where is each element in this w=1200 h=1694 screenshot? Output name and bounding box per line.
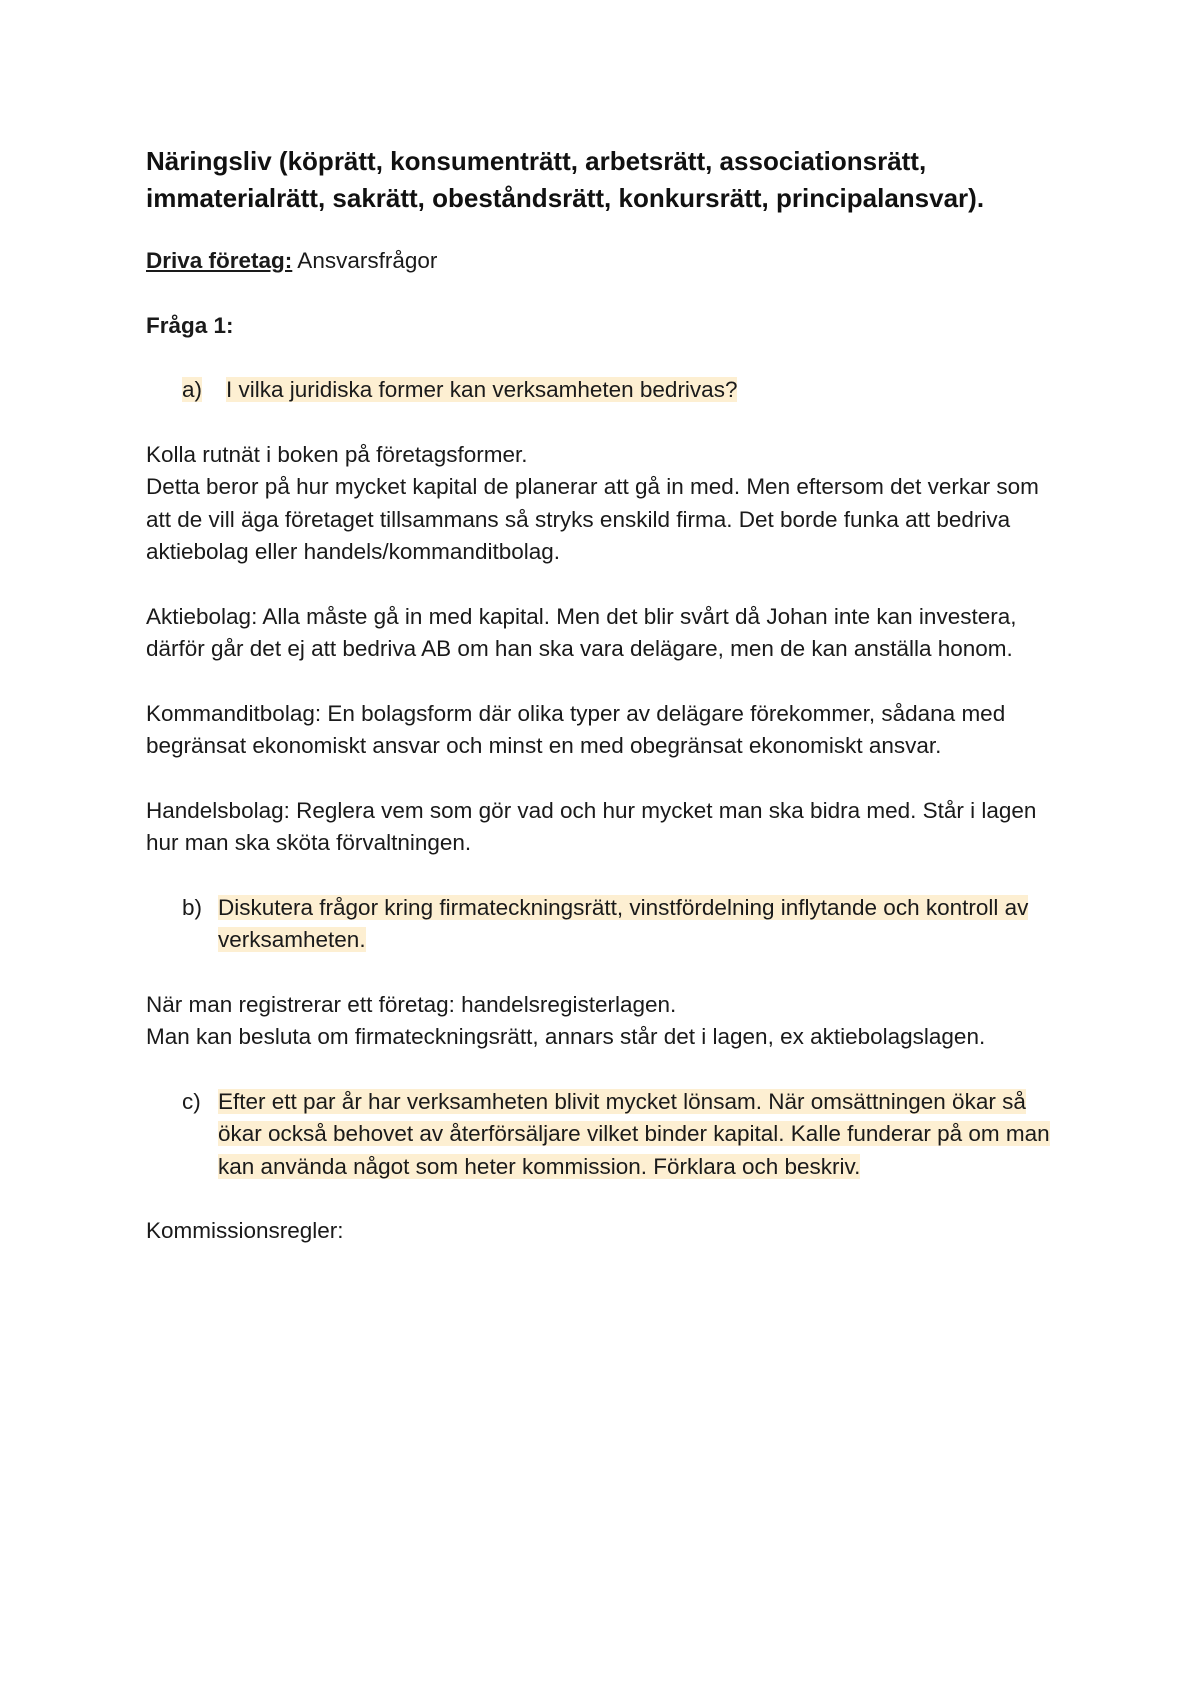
question-c xyxy=(146,1086,1066,1184)
section-label: Driva företag: xyxy=(146,248,293,273)
answer-a-note: Kolla rutnät i boken på företagsformer. xyxy=(146,441,528,467)
question-c-text: Efter ett par år har verksamheten blivit mycket lönsam. När omsättningen ökar så ökar också behovet av återförsäljare vilket binder kapital. Kalle funderar på om man kan använda något som heter kommission. Förklara och beskriv. xyxy=(218,1088,1050,1179)
answer-a-reasoning: Detta beror på hur mycket kapital de planerar att gå in med. Men eftersom det verkar som att de vill äga företaget tillsammans så stryks enskild firma. Det borde funka att bedriva aktiebolag eller handels/kommanditbolag. xyxy=(146,474,1039,564)
question-c-marker: c) xyxy=(182,1088,201,1114)
section-topic: Ansvarsfrågor xyxy=(292,248,438,273)
answer-c-heading: Kommissionsregler: xyxy=(146,1218,344,1243)
question-b-text: Diskutera frågor kring firmateckningsrätt, vinstfördelning inflytande och kontroll av verksamheten. xyxy=(218,894,1029,952)
answer-b-registration: När man registrerar ett företag: handelsregisterlagen. xyxy=(146,991,677,1017)
answer-b-firmateckning: Man kan besluta om firmateckningsrätt, annars står det i lagen, ex aktiebolagslagen. xyxy=(146,1024,986,1049)
question-a-text: I vilka juridiska former kan verksamheten bedrivas? xyxy=(226,377,738,402)
answer-a-kommanditbolag: Kommanditbolag: En bolagsform där olika typer av delägare förekommer, sådana med begränsat ekonomiskt ansvar och minst en med obegränsat ekonomiskt ansvar. xyxy=(146,700,1006,758)
question-heading: Fråga 1: xyxy=(146,312,234,338)
answer-a-aktiebolag: Aktiebolag: Alla måste gå in med kapital. Men det blir svårt då Johan inte kan investera, därför går det ej att bedriva AB om han ska vara delägare, men de kan anställa honom. xyxy=(146,603,1017,661)
question-a xyxy=(146,374,1066,407)
question-a-marker: a) xyxy=(182,377,203,402)
document-body xyxy=(146,143,1066,1248)
document-title: Näringsliv (köprätt, konsumenträtt, arbetsrätt, associationsrätt, immaterialrätt, sakrätt, obeståndsrätt, konkursrätt, principalansvar). xyxy=(146,146,985,213)
question-b-marker: b) xyxy=(182,894,203,920)
section-heading xyxy=(146,245,1066,278)
question-b xyxy=(146,892,1066,957)
answer-a-handelsbolag: Handelsbolag: Reglera vem som gör vad och hur mycket man ska bidra med. Står i lagen hur man ska sköta förvaltningen. xyxy=(146,797,1037,855)
